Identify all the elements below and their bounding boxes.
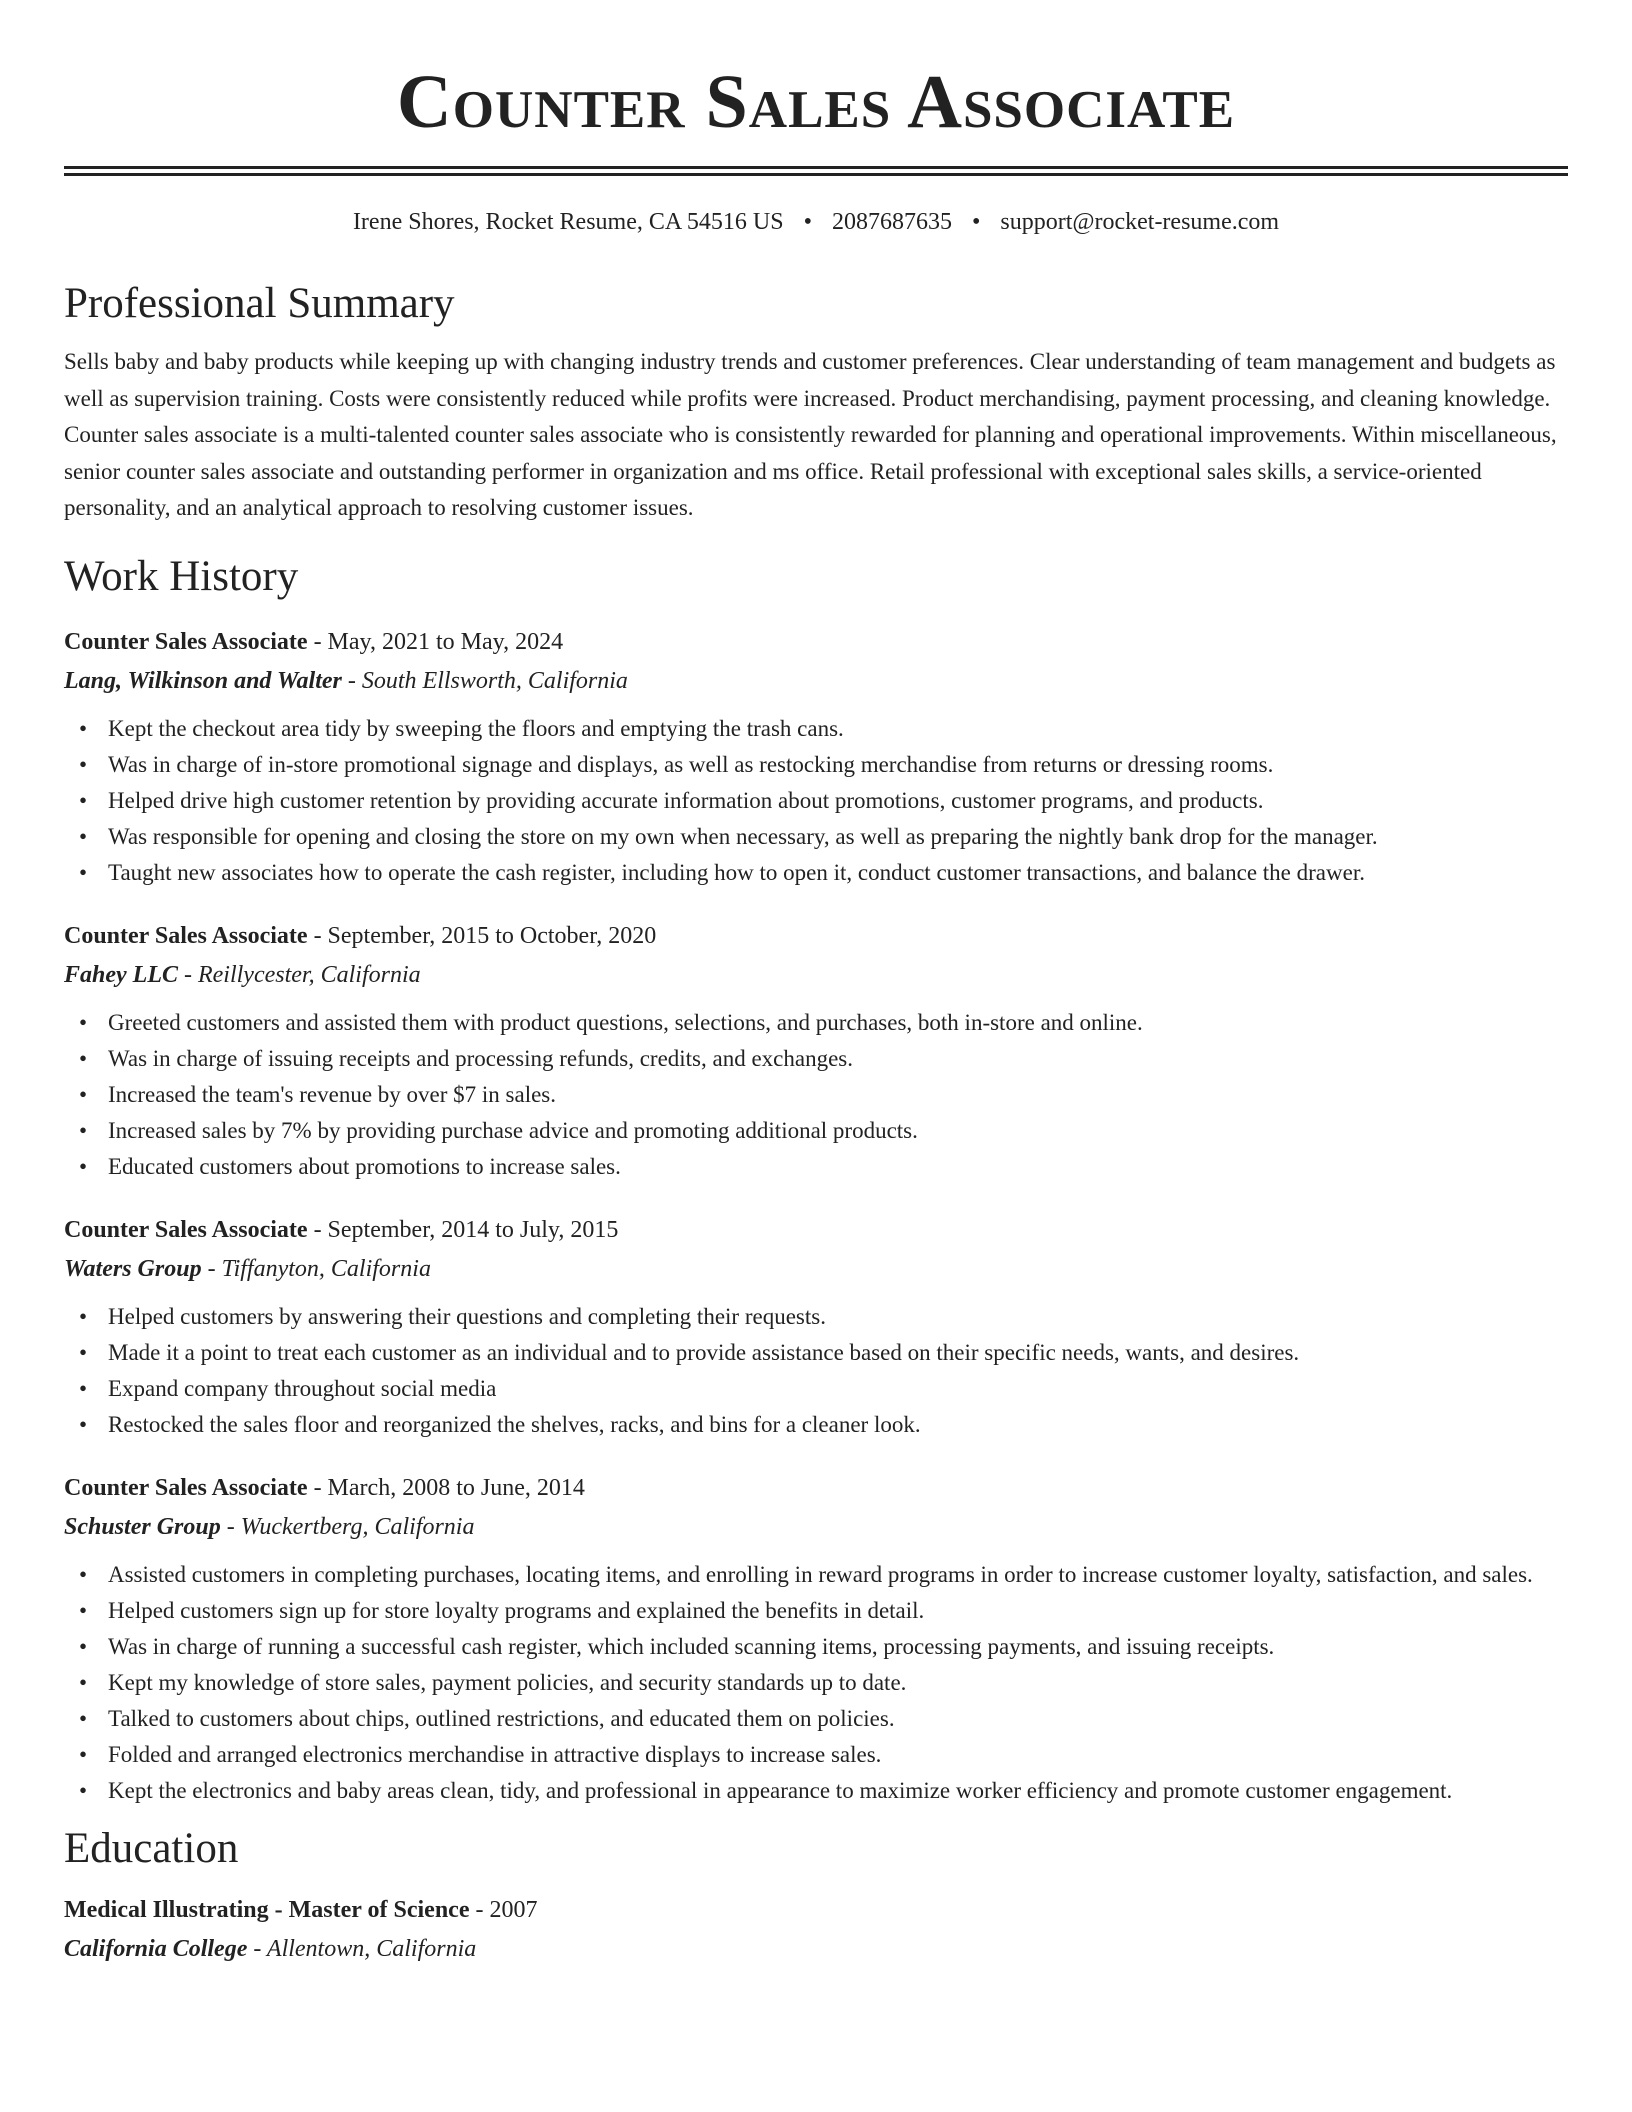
job-bullet: • Expand company throughout social media <box>64 1371 1568 1407</box>
contact-phone: 2087687635 <box>831 209 952 235</box>
job-role: Counter Sales Associate <box>64 922 308 949</box>
job-role: Counter Sales Associate <box>64 628 308 655</box>
contact-address: Irene Shores, Rocket Resume, CA 54516 US <box>352 209 784 235</box>
job-bullet: • Helped customers by answering their questions and completing their requests. <box>64 1299 1568 1335</box>
job-company-line <box>64 955 1568 995</box>
job-bullet: • Kept the electronics and baby areas clean, tidy, and professional in appearance to maximize worker efficiency and promote customer engagement. <box>64 1773 1568 1809</box>
job-bullet: • Was in charge of running a successful cash register, which included scanning items, processing payments, and issuing receipts. <box>64 1629 1568 1665</box>
job-bullet: • Increased sales by 7% by providing purchase advice and promoting additional products. <box>64 1113 1568 1149</box>
job-entry <box>64 917 1568 1185</box>
job-company: Fahey LLC <box>64 961 178 988</box>
job-bullet: • Was responsible for opening and closing the store on my own when necessary, as well as preparing the nightly bank drop for the manager. <box>64 819 1568 855</box>
education-location: - Allentown, California <box>247 1935 477 1962</box>
job-bullet: • Greeted customers and assisted them with product questions, selections, and purchases, both in-store and online. <box>64 1005 1568 1041</box>
job-location: - Wuckertberg, California <box>220 1513 475 1540</box>
job-role: Counter Sales Associate <box>64 1474 308 1501</box>
job-bullet: • Kept my knowledge of store sales, payment policies, and security standards up to date. <box>64 1665 1568 1701</box>
job-dates: - May, 2021 to May, 2024 <box>307 628 564 655</box>
job-bullet: • Was in charge of issuing receipts and processing refunds, credits, and exchanges. <box>64 1041 1568 1077</box>
job-entry <box>64 1469 1568 1809</box>
contact-separator: • <box>803 209 812 235</box>
resume-page <box>64 0 1568 1969</box>
job-bullet: • Made it a point to treat each customer as an individual and to provide assistance based on their specific needs, wants, and desires. <box>64 1335 1568 1371</box>
job-dates: - September, 2014 to July, 2015 <box>307 1216 619 1243</box>
job-title-line <box>64 623 1568 661</box>
job-role: Counter Sales Associate <box>64 1216 308 1243</box>
job-title-line <box>64 917 1568 955</box>
job-bullet: • Kept the checkout area tidy by sweeping the floors and emptying the trash cans. <box>64 711 1568 747</box>
job-entry <box>64 1211 1568 1443</box>
job-dates: - September, 2015 to October, 2020 <box>307 922 657 949</box>
job-bullet: • Restocked the sales floor and reorganized the shelves, racks, and bins for a cleaner look. <box>64 1407 1568 1443</box>
job-bullet-list <box>64 711 1568 891</box>
job-bullet: • Folded and arranged electronics merchandise in attractive displays to increase sales. <box>64 1737 1568 1773</box>
job-bullet: • Was in charge of in-store promotional signage and displays, as well as restocking merchandise from returns or dressing rooms. <box>64 747 1568 783</box>
education-degree: Medical Illustrating - Master of Science <box>64 1896 470 1923</box>
work-history-heading: Work History <box>64 552 299 600</box>
education-heading: Education <box>64 1824 239 1872</box>
resume-title: Counter Sales Associate <box>396 60 1236 144</box>
job-location: - South Ellsworth, California <box>341 667 628 694</box>
job-company-line <box>64 661 1568 701</box>
contact-line <box>64 206 1568 238</box>
job-company-line <box>64 1507 1568 1547</box>
job-bullet: • Assisted customers in completing purchases, locating items, and enrolling in reward programs in order to increase customer loyalty, satisfaction, and sales. <box>64 1557 1568 1593</box>
summary-text: Sells baby and baby products while keeping up with changing industry trends and customer preferences. Clear understanding of team management and budgets as well as supervision training. Costs were consistently reduced while profits were increased. Product merchandising, payment processing, and cleaning knowledge. Counter sales associate is a multi-talented counter sales associate who is consistently rewarded for planning and operational improvements. Within miscellaneous, senior counter sales associate and outstanding performer in organization and ms office. Retail professional with exceptional sales skills, a service-oriented personality, and an analytical approach to resolving customer issues. <box>64 349 1557 520</box>
job-location: - Tiffanyton, California <box>201 1255 431 1282</box>
job-bullet-list <box>64 1557 1568 1809</box>
title-double-rule <box>64 166 1568 176</box>
education-school-line <box>64 1929 1568 1969</box>
work-history-list <box>64 623 1568 1809</box>
job-location: - Reillycester, California <box>178 961 421 988</box>
contact-email: support@rocket-resume.com <box>1000 209 1280 235</box>
job-company-line <box>64 1249 1568 1289</box>
summary-heading: Professional Summary <box>64 280 455 327</box>
job-bullet: • Helped drive high customer retention by providing accurate information about promotions, customer programs, and products. <box>64 783 1568 819</box>
job-company: Waters Group <box>64 1255 202 1282</box>
job-company: Lang, Wilkinson and Walter <box>64 667 342 694</box>
job-title-line <box>64 1469 1568 1507</box>
job-bullet-list <box>64 1005 1568 1185</box>
job-entry <box>64 623 1568 891</box>
job-title-line <box>64 1211 1568 1249</box>
job-bullet: • Increased the team's revenue by over $7 in sales. <box>64 1077 1568 1113</box>
job-bullet: • Talked to customers about chips, outlined restrictions, and educated them on policies. <box>64 1701 1568 1737</box>
education-degree-line <box>64 1891 1568 1929</box>
job-bullet: • Educated customers about promotions to increase sales. <box>64 1149 1568 1185</box>
job-company: Schuster Group <box>64 1513 221 1540</box>
job-bullet-list <box>64 1299 1568 1443</box>
job-dates: - March, 2008 to June, 2014 <box>307 1474 585 1501</box>
education-year: - 2007 <box>469 1896 538 1923</box>
contact-separator: • <box>971 209 981 235</box>
job-bullet: • Taught new associates how to operate the cash register, including how to open it, conduct customer transactions, and balance the drawer. <box>64 855 1568 891</box>
job-bullet: • Helped customers sign up for store loyalty programs and explained the benefits in detail. <box>64 1593 1568 1629</box>
education-school: California College <box>64 1935 248 1962</box>
